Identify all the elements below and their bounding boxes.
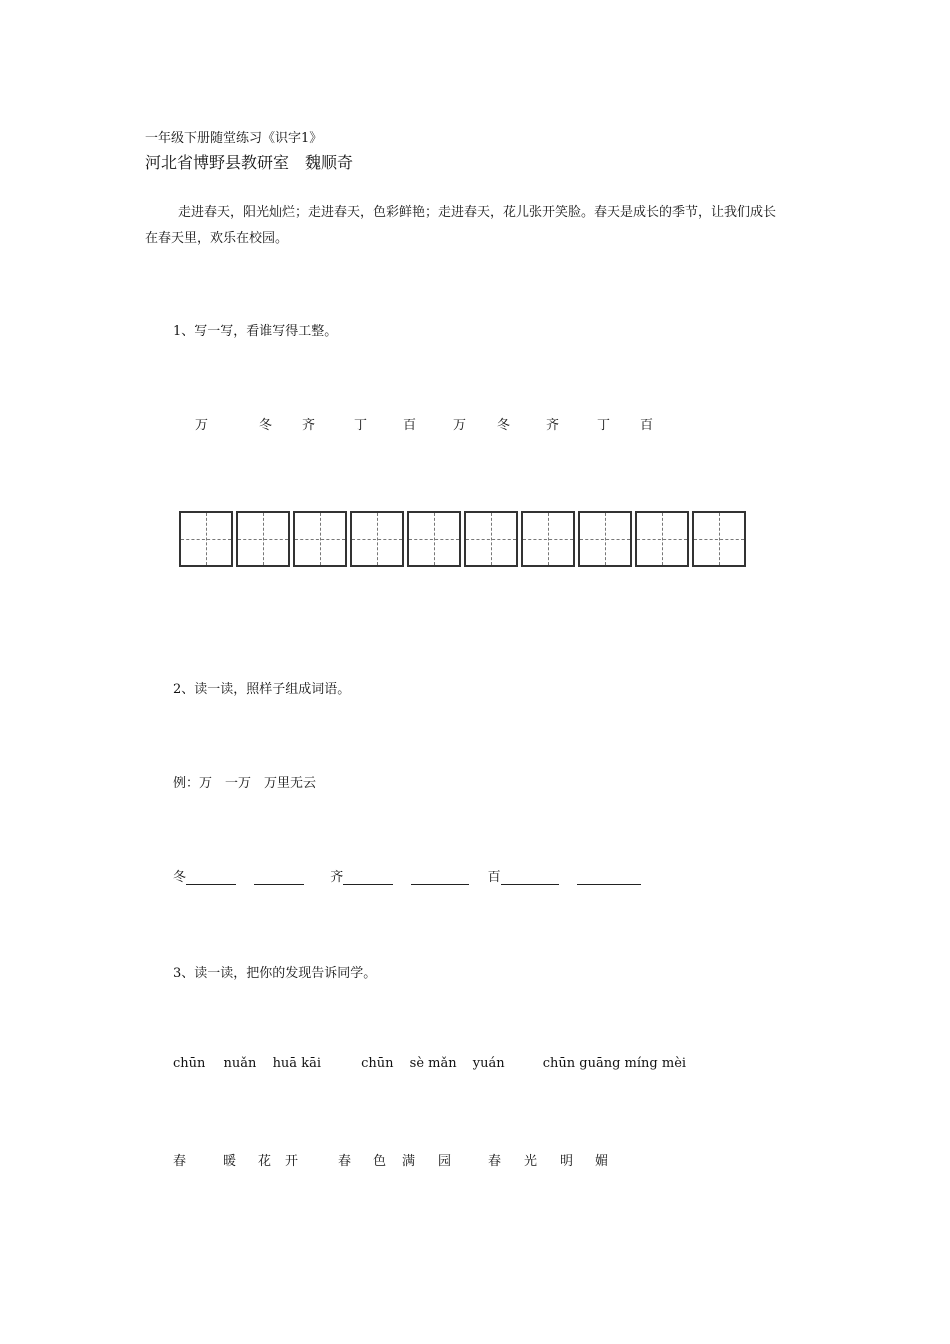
fill-in-row xyxy=(173,866,641,885)
writing-cell[interactable] xyxy=(464,511,518,567)
practice-char: 丁 xyxy=(597,418,611,433)
pinyin-row xyxy=(173,1056,686,1071)
pinyin: nuǎn xyxy=(223,1056,257,1071)
answer-blank[interactable] xyxy=(343,870,393,885)
writing-cell[interactable] xyxy=(236,511,290,567)
practice-char: 冬 xyxy=(497,418,511,433)
answer-blank[interactable] xyxy=(501,870,559,885)
fill-char: 齐 xyxy=(330,870,344,885)
hanzi: 花 xyxy=(258,1154,272,1169)
fill-char: 百 xyxy=(487,870,501,885)
section-1-title: 1、写一写，看谁写得工整。 xyxy=(173,324,338,339)
writing-cell[interactable] xyxy=(635,511,689,567)
practice-char: 齐 xyxy=(546,418,560,433)
pinyin: yuán xyxy=(472,1056,505,1071)
hanzi: 暖 xyxy=(223,1154,237,1169)
writing-cell[interactable] xyxy=(179,511,233,567)
section-2-title: 2、读一读，照样子组成词语。 xyxy=(173,682,351,697)
answer-blank[interactable] xyxy=(254,870,304,885)
writing-cell[interactable] xyxy=(521,511,575,567)
pinyin: chūn xyxy=(361,1056,394,1071)
hanzi: 春 xyxy=(488,1154,502,1169)
practice-char: 百 xyxy=(403,418,417,433)
section-3-title: 3、读一读，把你的发现告诉同学。 xyxy=(173,966,377,981)
practice-char: 丁 xyxy=(354,418,368,433)
author-line: 河北省博野县教研室 魏顺奇 xyxy=(145,153,354,172)
answer-blank[interactable] xyxy=(411,870,469,885)
worksheet-subtitle: 一年级下册随堂练习《识字1》 xyxy=(145,131,323,146)
writing-cell[interactable] xyxy=(692,511,746,567)
answer-blank[interactable] xyxy=(186,870,236,885)
hanzi: 春 xyxy=(338,1154,352,1169)
pinyin: sè mǎn xyxy=(409,1056,457,1071)
hanzi: 光 xyxy=(524,1154,538,1169)
pinyin: chūn xyxy=(173,1056,206,1071)
fill-char: 冬 xyxy=(173,870,187,885)
practice-char: 万 xyxy=(453,418,467,433)
hanzi: 满 xyxy=(402,1154,416,1169)
writing-cell[interactable] xyxy=(350,511,404,567)
hanzi: 媚 xyxy=(595,1154,609,1169)
pinyin: huā kāi xyxy=(272,1056,321,1071)
writing-cell[interactable] xyxy=(407,511,461,567)
example-line: 例：万 一万 万里无云 xyxy=(173,776,317,791)
intro-line-2: 在春天里，欢乐在校园。 xyxy=(145,231,289,246)
answer-blank[interactable] xyxy=(577,870,641,885)
writing-cell[interactable] xyxy=(578,511,632,567)
hanzi: 春 xyxy=(173,1154,187,1169)
pinyin: chūn guāng míng mèi xyxy=(542,1056,687,1071)
hanzi: 明 xyxy=(560,1154,574,1169)
writing-grid xyxy=(179,511,746,567)
hanzi: 开 xyxy=(285,1154,299,1169)
hanzi: 色 xyxy=(373,1154,387,1169)
writing-cell[interactable] xyxy=(293,511,347,567)
practice-char: 百 xyxy=(640,418,654,433)
practice-char: 万 xyxy=(195,418,209,433)
hanzi: 园 xyxy=(438,1154,452,1169)
practice-char: 齐 xyxy=(302,418,316,433)
practice-char: 冬 xyxy=(259,418,273,433)
intro-line-1: 走进春天，阳光灿烂；走进春天，色彩鲜艳；走进春天，花儿张开笑脸。春天是成长的季节，让我们成长 xyxy=(178,205,777,220)
